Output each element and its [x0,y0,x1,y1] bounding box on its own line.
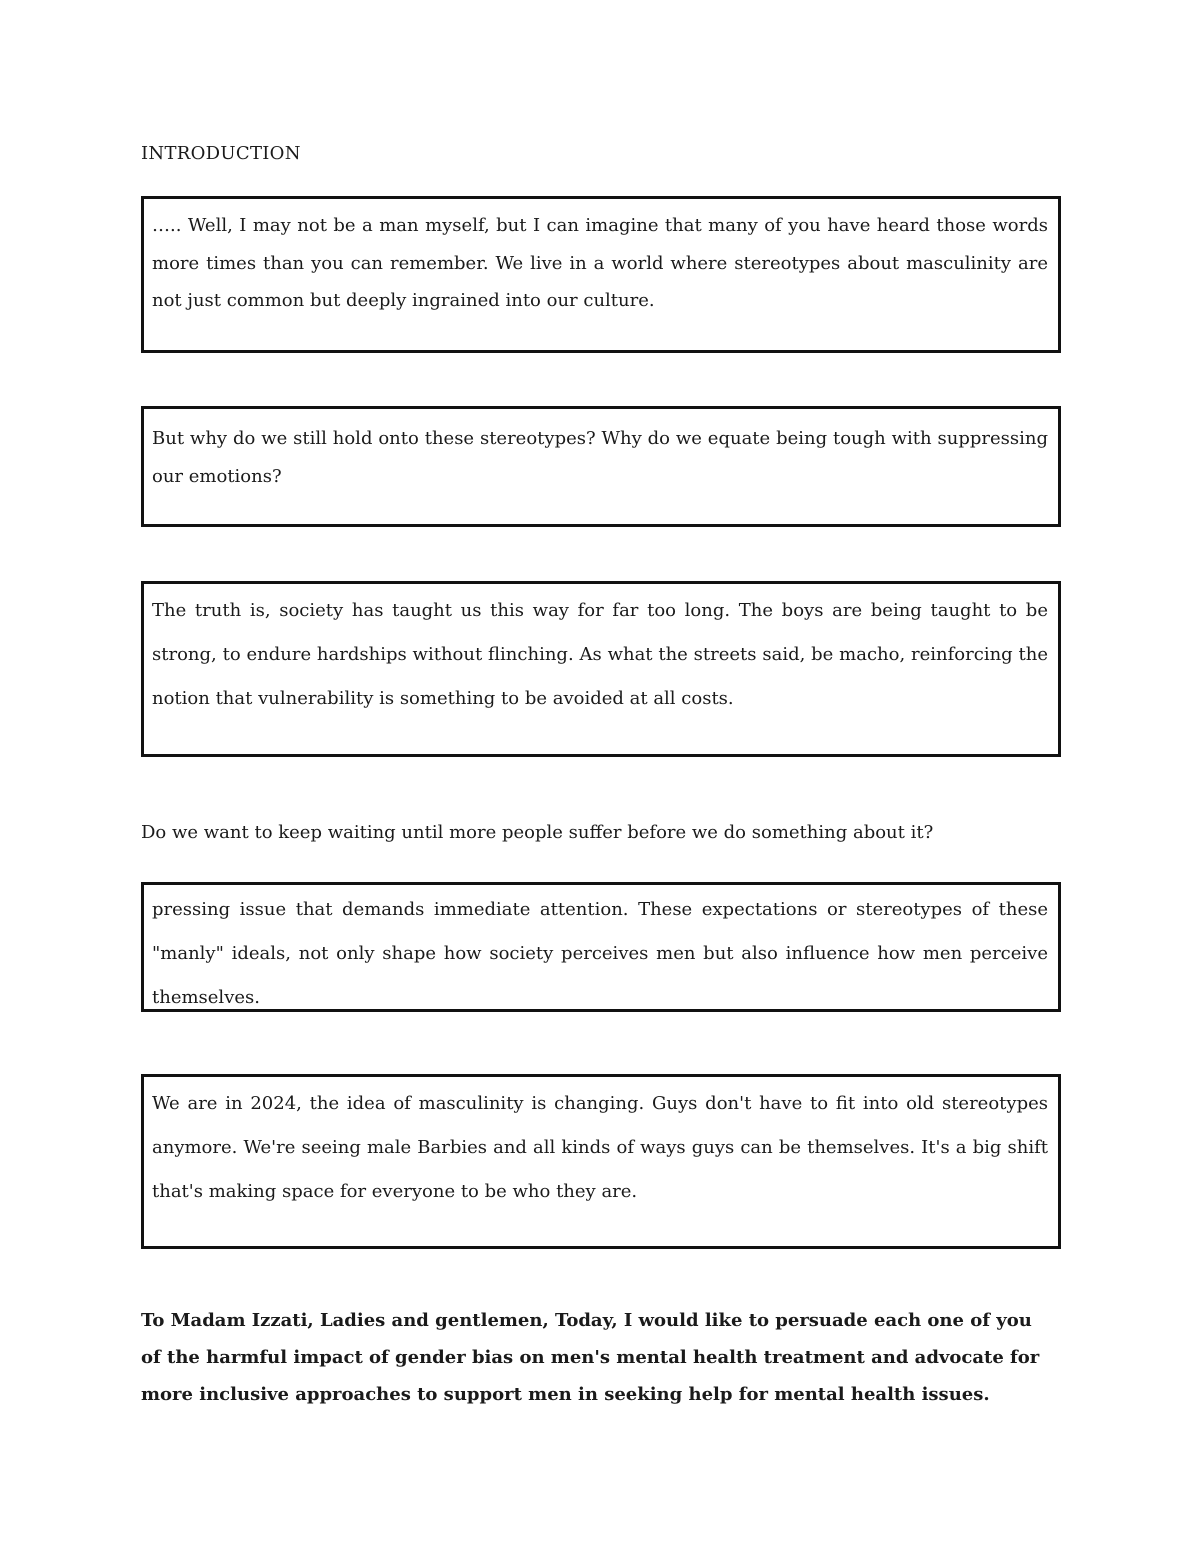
text-box-changing [141,1074,1061,1249]
paragraph-question: But why do we still hold onto these stereotypes? Why do we equate being tough with suppressing our emotions? [152,428,1048,487]
section-heading: INTRODUCTION [141,143,301,164]
closing-statement: To Madam Izzati, Ladies and gentlemen, Today, I would like to persuade each one of you of the harmful impact of gender bias on men's mental health treatment and advocate for more inclusive approaches to support men in seeking help for mental health issues. [141,1310,1040,1405]
paragraph-pressing-issue: pressing issue that demands immediate attention. These expectations or stereotypes of these "manly" ideals, not only shape how society perceives men but also influence how men perceive themselves. [152,899,1048,1008]
text-box-question [141,406,1061,527]
paragraph-opening: ….. Well, I may not be a man myself, but I can imagine that many of you have heard those words more times than you can remember. We live in a world where stereotypes about masculinity are not just common but deeply ingrained into our culture. [152,215,1048,311]
text-box-pressing-issue [141,882,1061,1012]
paragraph-truth: The truth is, society has taught us this way for far too long. The boys are being taught to be strong, to endure hardships without flinching. As what the streets said, be macho, reinforcing the notion that vulnerability is something to be avoided at all costs. [152,600,1048,709]
rhetorical-question: Do we want to keep waiting until more people suffer before we do something about it? [141,822,934,843]
text-box-opening [141,196,1061,353]
paragraph-changing: We are in 2024, the idea of masculinity is changing. Guys don't have to fit into old stereotypes anymore. We're seeing male Barbies and all kinds of ways guys can be themselves. It's a big shift that's making space for everyone to be who they are. [152,1093,1048,1202]
text-box-truth [141,581,1061,757]
